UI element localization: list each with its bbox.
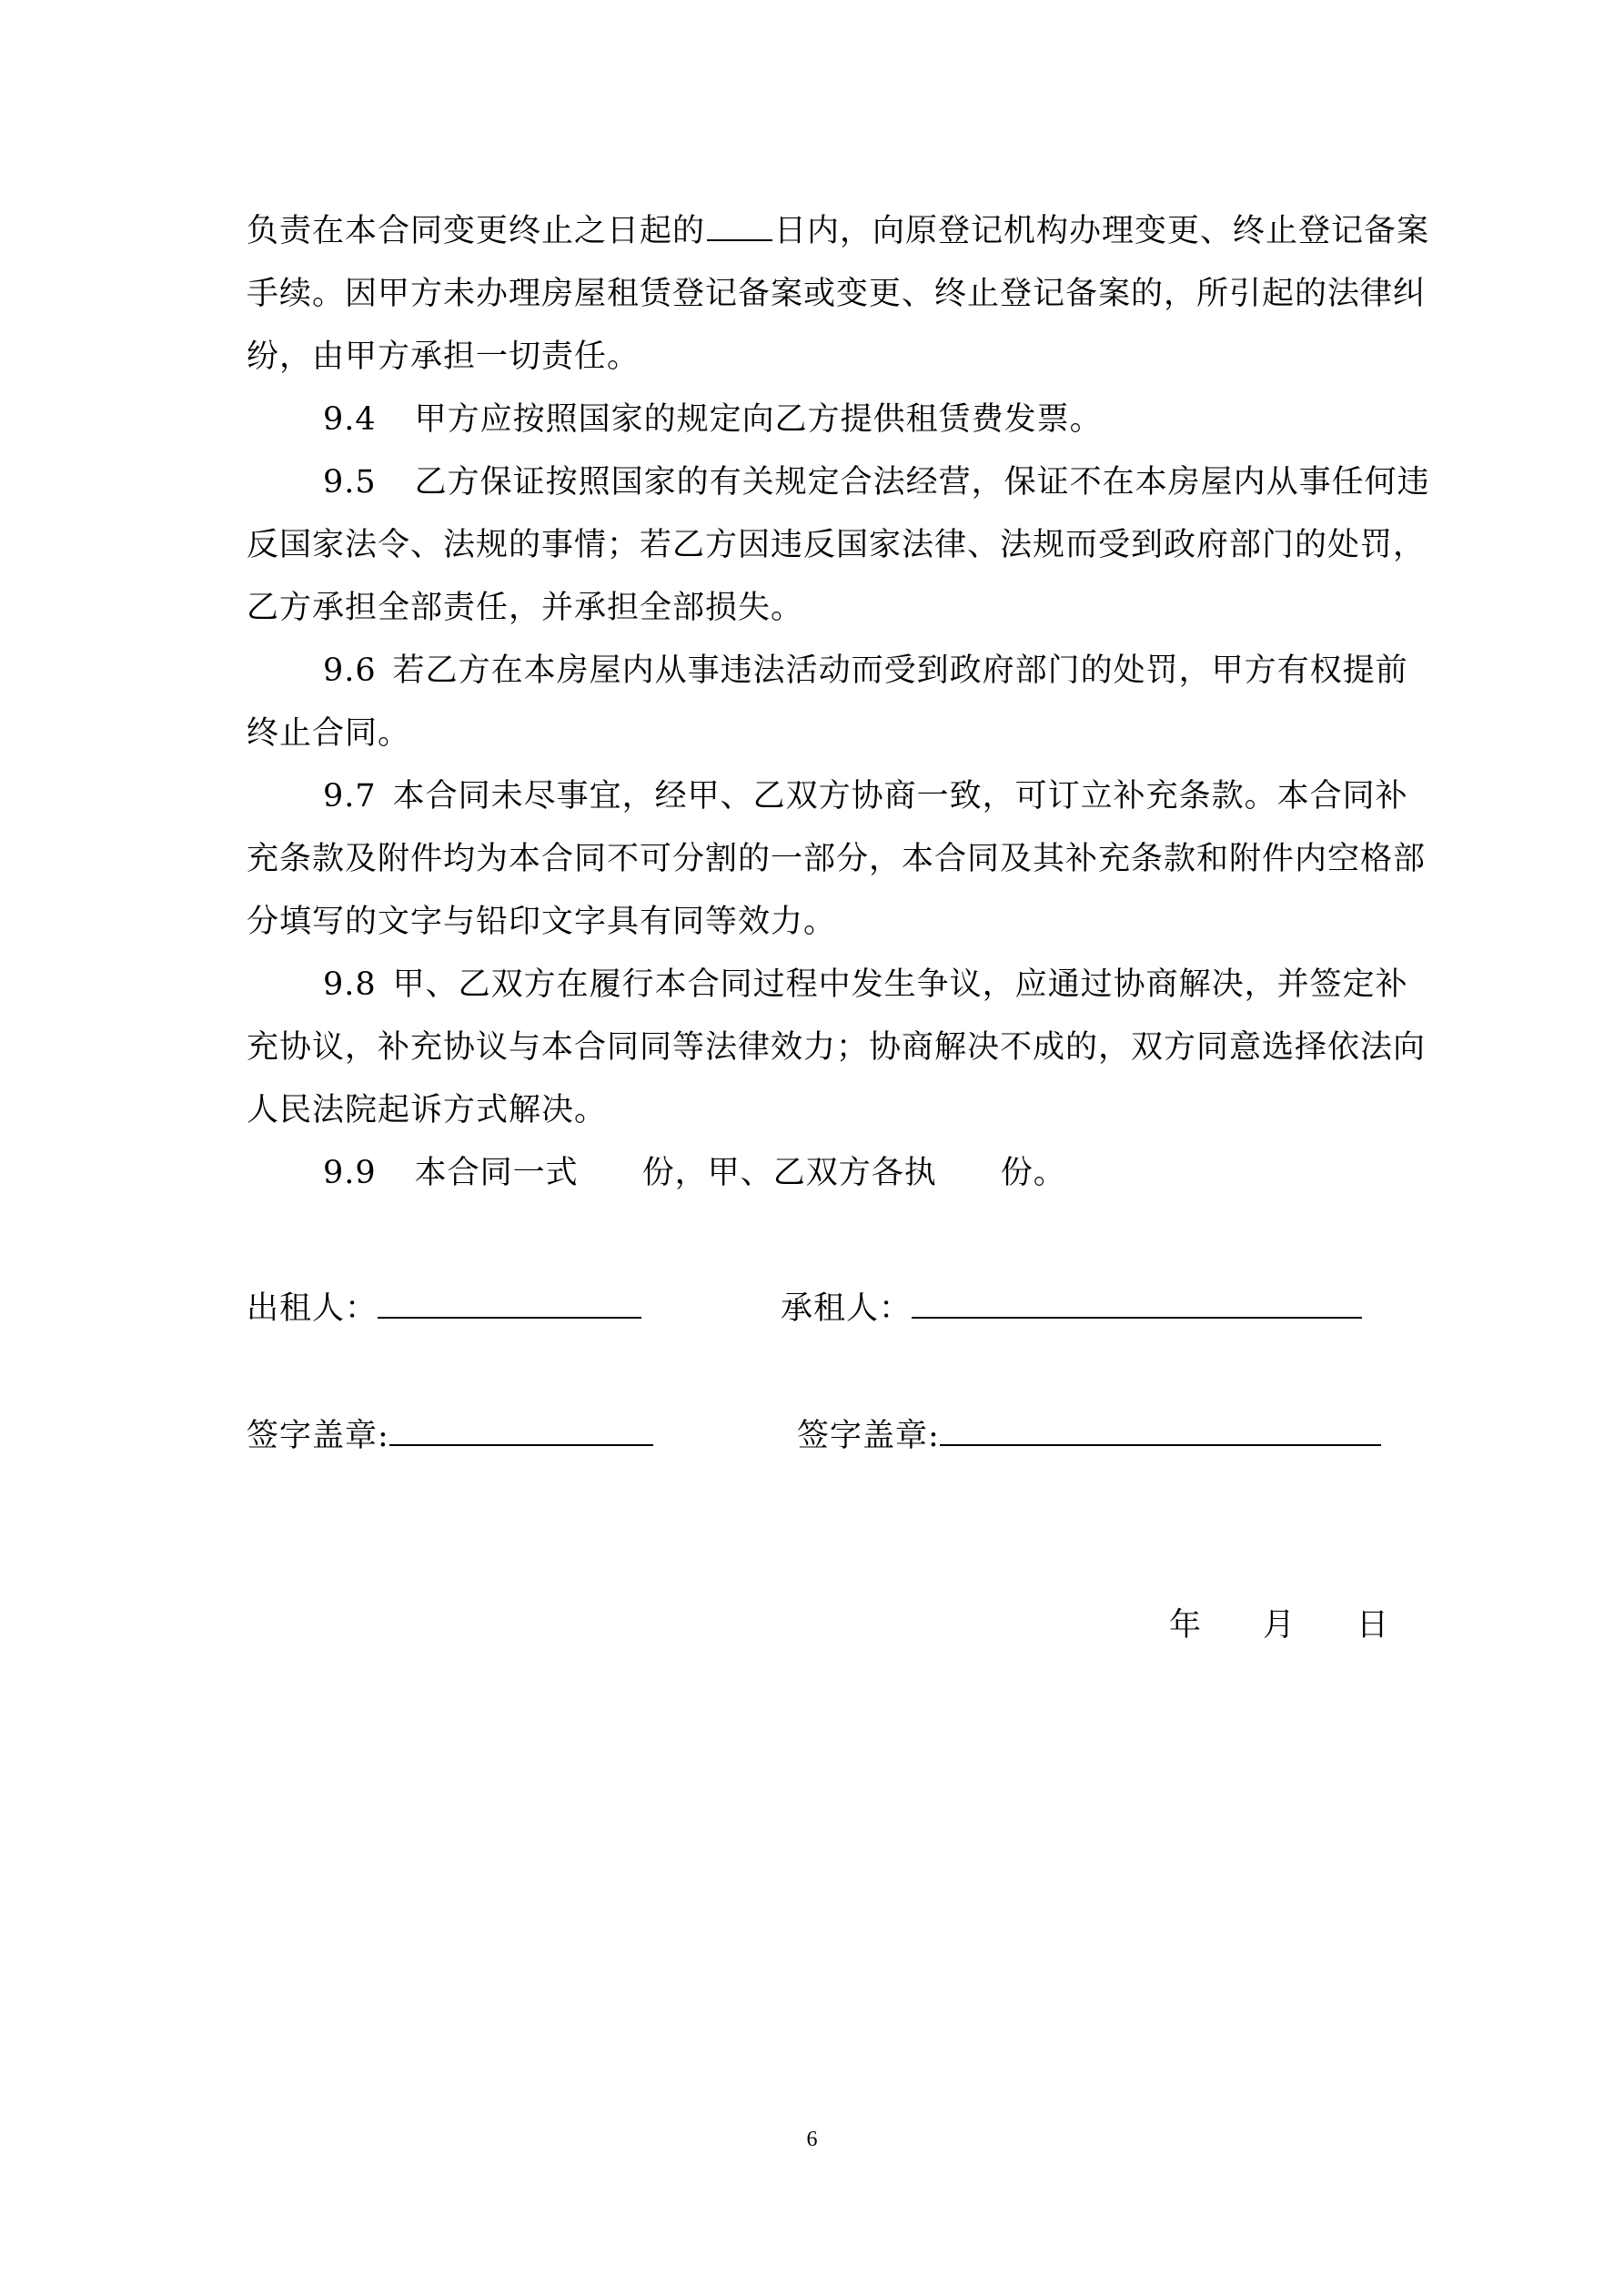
clause-9-9 — [323, 1154, 1066, 1192]
clause-text: 本合同未尽事宜，经甲、乙双方协商一致，可订立补充条款。本合同补 — [392, 778, 1408, 814]
clause-9-8-line-1 — [323, 966, 1408, 1004]
clause-text-a: 本合同一式 — [414, 1155, 579, 1191]
clause-text: 若乙方在本房屋内从事违法活动而受到政府部门的处罚，甲方有权提前 — [392, 652, 1408, 689]
sign-seal-label-right: 签字盖章: — [797, 1418, 940, 1454]
clause-number: 9.9 — [323, 1155, 377, 1191]
clause-text-b: 份，甲、乙双方各执 — [641, 1155, 937, 1191]
clause-9-8-line-3: 人民法院起诉方式解决。 — [247, 1092, 608, 1128]
clause-9-5-line-3: 乙方承担全部责任，并承担全部损失。 — [247, 590, 804, 626]
clause-number: 9.7 — [323, 778, 377, 814]
lessor-label: 出租人： — [247, 1290, 378, 1327]
lessee-seal-row — [797, 1413, 1381, 1455]
clause-9-5-line-2: 反国家法令、法规的事情；若乙方因违反国家法律、法规而受到政府部门的处罚， — [247, 527, 1427, 563]
clause-text: 甲方应按照国家的规定向乙方提供租赁费发票。 — [414, 401, 1103, 438]
clause-text: 乙方保证按照国家的有关规定合法经营，保证不在本房屋内从事任何违 — [414, 464, 1430, 501]
days-blank[interactable] — [707, 212, 772, 241]
clause-9-3-line-1 — [247, 212, 1429, 250]
lessor-seal-row — [247, 1413, 653, 1455]
clause-9-7-line-1 — [323, 777, 1408, 815]
clause-9-5-line-1 — [323, 463, 1430, 501]
clause-9-3-line-2: 手续。因甲方未办理房屋租赁登记备案或变更、终止登记备案的，所引起的法律纠 — [247, 276, 1427, 312]
lessor-row — [247, 1286, 641, 1328]
lessee-row — [781, 1286, 1362, 1328]
clause-9-3-line-3: 纷，由甲方承担一切责任。 — [247, 339, 641, 375]
clause-9-7-line-3: 分填写的文字与铅印文字具有同等效力。 — [247, 904, 837, 940]
clause-number: 9.6 — [323, 652, 377, 689]
clause-9-4 — [323, 400, 1103, 439]
date-month: 月 — [1263, 1607, 1296, 1644]
clause-text-c: 份。 — [1000, 1155, 1066, 1191]
page-number: 6 — [806, 2128, 818, 2151]
clause-9-8-line-2: 充协议，补充协议与本合同同等法律效力；协商解决不成的，双方同意选择依法向 — [247, 1029, 1427, 1066]
date-day: 日 — [1357, 1607, 1389, 1644]
lessee-seal-line[interactable] — [940, 1413, 1381, 1446]
clause-9-7-line-2: 充条款及附件均为本合同不可分割的一部分，本合同及其补充条款和附件内空格部 — [247, 841, 1427, 877]
lessee-signature-line[interactable] — [912, 1286, 1362, 1319]
clause-9-3-text-b: 日内，向原登记机构办理变更、终止登记备案 — [774, 213, 1430, 249]
lessor-signature-line[interactable] — [378, 1286, 641, 1319]
lessee-label: 承租人： — [781, 1290, 913, 1327]
clause-9-6-line-2: 终止合同。 — [247, 715, 411, 752]
date-year: 年 — [1169, 1607, 1202, 1644]
lessor-seal-line[interactable] — [389, 1413, 653, 1446]
date-row — [1169, 1606, 1388, 1644]
clause-9-3-text-a: 负责在本合同变更终止之日起的 — [247, 213, 706, 249]
clause-number: 9.4 — [323, 401, 377, 438]
clause-number: 9.5 — [323, 464, 377, 501]
clause-number: 9.8 — [323, 966, 377, 1003]
sign-seal-label-left: 签字盖章: — [247, 1418, 389, 1454]
clause-9-6-line-1 — [323, 652, 1408, 690]
clause-text: 甲、乙双方在履行本合同过程中发生争议，应通过协商解决，并签定补 — [392, 966, 1408, 1003]
